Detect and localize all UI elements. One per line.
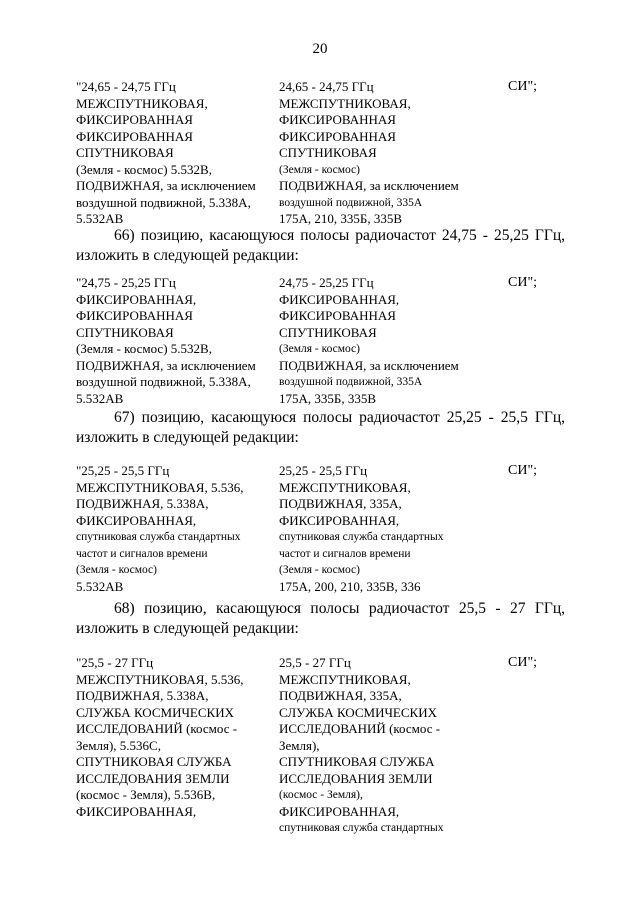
band-column-national	[279, 655, 443, 837]
band-column-national	[279, 79, 459, 228]
band-text-line: (Земля - космос)	[279, 343, 360, 355]
band-text-line: ФИКСИРОВАННАЯ,	[76, 291, 197, 307]
band-text-line: 175А, 200, 210, 335В, 336	[279, 578, 421, 594]
band-text-line: 24,75 - 25,25 ГГц	[279, 275, 374, 290]
band-text-line: МЕЖСПУТНИКОВАЯ,	[279, 479, 411, 495]
band-text-line: МЕЖСПУТНИКОВАЯ, 5.536,	[76, 479, 244, 495]
band-column-user: СИ";	[508, 655, 538, 670]
band-text-line: ИССЛЕДОВАНИЙ (космос -	[279, 721, 441, 736]
paragraph-line: 67) позицию, касающуюся полосы радиочастот 25,25 - 25,5 ГГц,	[114, 409, 565, 426]
band-column-international	[76, 463, 243, 595]
paragraph-line: изложить в следующей редакции:	[76, 247, 299, 264]
band-column-user: СИ";	[508, 79, 538, 94]
band-text-line: СПУТНИКОВАЯ	[279, 145, 377, 160]
band-text-line: СПУТНИКОВАЯ	[279, 324, 377, 340]
band-text-line: ПОДВИЖНАЯ, за исключением	[279, 357, 459, 373]
band-text-line: спутниковая служба стандартных	[279, 822, 444, 834]
band-entry-24-65	[76, 79, 566, 229]
band-text-line: Земля), 5.536С,	[76, 737, 161, 753]
amendment-paragraph-66	[76, 226, 565, 266]
band-text-line: (Земля - космос) 5.532В,	[76, 341, 212, 356]
paragraph-line: 66) позицию, касающуюся полосы радиочастот 24,75 - 25,25 ГГц,	[114, 227, 565, 244]
band-text-line: (Земля - космос) 5.532B,	[76, 161, 212, 177]
band-text-line: ПОДВИЖНАЯ, за исключением	[279, 178, 459, 193]
band-text-line: воздушной подвижной, 335А	[279, 376, 423, 388]
band-column-national	[279, 275, 459, 407]
band-text-line: ПОДВИЖНАЯ, 335А,	[279, 688, 402, 703]
band-text-line: МЕЖСПУТНИКОВАЯ,	[279, 671, 411, 687]
band-text-line: частот и сигналов времени	[279, 547, 411, 560]
paragraph-line: изложить в следующей редакции:	[76, 620, 299, 637]
band-column-national	[279, 463, 443, 595]
band-entry-25-25	[76, 463, 566, 597]
band-text-line: спутниковая служба стандартных	[76, 531, 241, 543]
band-text-line: 5.532АВ	[76, 578, 124, 594]
band-text-line: ФИКСИРОВАННАЯ,	[279, 803, 400, 819]
band-text-line: "24,65 - 24,75 ГГц	[76, 79, 176, 94]
band-text-line: "25,5 - 27 ГГц	[76, 655, 154, 670]
amendment-paragraph-68	[76, 599, 565, 639]
amendment-paragraph-67	[76, 408, 565, 448]
band-text-line: ФИКСИРОВАННАЯ	[76, 308, 193, 323]
band-text-line: ИССЛЕДОВАНИЯ ЗЕМЛИ	[76, 770, 230, 786]
band-column-international	[76, 275, 256, 407]
band-text-line: 25,5 - 27 ГГц	[279, 655, 351, 670]
band-text-line: "25,25 - 25,5 ГГц	[76, 463, 170, 478]
band-text-line: ФИКСИРОВАННАЯ,	[279, 512, 400, 528]
band-text-line: (космос - Земля),	[279, 789, 363, 801]
band-text-line: ПОДВИЖНАЯ, за исключением	[76, 178, 256, 193]
band-text-line: ФИКСИРОВАННАЯ	[279, 308, 396, 323]
band-text-line: спутниковая служба стандартных	[279, 531, 444, 543]
band-text-line: воздушной подвижной, 335А	[279, 196, 423, 209]
band-text-line: СПУТНИКОВАЯ	[76, 324, 174, 340]
band-text-line: 175А, 210, 335Б, 335В	[279, 211, 403, 226]
band-column-user: СИ";	[508, 275, 538, 290]
band-text-line: 25,25 - 25,5 ГГц	[279, 463, 368, 478]
band-text-line: ФИКСИРОВАННАЯ	[76, 112, 193, 127]
band-text-line: ФИКСИРОВАННАЯ	[279, 128, 396, 144]
band-text-line: воздушной подвижной, 5.338А,	[76, 194, 251, 210]
band-text-line: СПУТНИКОВАЯ СЛУЖБА	[76, 754, 232, 769]
band-text-line: ФИКСИРОВАННАЯ	[279, 112, 396, 127]
band-entry-24-75	[76, 275, 566, 409]
paragraph-line: 68) позицию, касающуюся полосы радиочастот 25,5 - 27 ГГц,	[114, 600, 565, 617]
band-text-line: МЕЖСПУТНИКОВАЯ,	[279, 95, 411, 111]
band-text-line: "24,75 - 25,25 ГГц	[76, 275, 176, 290]
band-text-line: МЕЖСПУТНИКОВАЯ,	[76, 95, 208, 111]
band-text-line: ИССЛЕДОВАНИЙ (космос -	[76, 721, 238, 736]
band-text-line: 5.532АВ	[76, 390, 124, 406]
band-text-line: СЛУЖБА КОСМИЧЕСКИХ	[279, 704, 437, 720]
band-text-line: ПОДВИЖНАЯ, за исключением	[76, 357, 256, 373]
band-text-line: частот и сигналов времени	[76, 547, 208, 560]
band-text-line: ФИКСИРОВАННАЯ,	[76, 803, 197, 819]
band-text-line: СПУТНИКОВАЯ СЛУЖБА	[279, 754, 435, 769]
band-text-line: Земля),	[279, 737, 320, 753]
band-text-line: ФИКСИРОВАННАЯ,	[279, 291, 400, 307]
band-text-line: (Земля - космос)	[279, 163, 360, 176]
band-text-line: СЛУЖБА КОСМИЧЕСКИХ	[76, 704, 234, 720]
band-text-line: ФИКСИРОВАННАЯ	[76, 128, 193, 144]
band-text-line: 175А, 335Б, 335В	[279, 390, 377, 406]
band-text-line: (космос - Земля), 5.536В,	[76, 787, 216, 802]
page-number: 20	[312, 41, 328, 57]
band-column-international	[76, 79, 256, 228]
band-entry-25-5	[76, 655, 566, 839]
band-column-international	[76, 655, 243, 820]
band-text-line: ПОДВИЖНАЯ, 5.338А,	[76, 688, 209, 703]
band-text-line: МЕЖСПУТНИКОВАЯ, 5.536,	[76, 671, 244, 687]
band-text-line: (Земля - космос)	[279, 564, 360, 576]
band-text-line: 24,65 - 24,75 ГГц	[279, 79, 374, 94]
band-column-user: СИ";	[508, 463, 538, 478]
band-text-line: ИССЛЕДОВАНИЯ ЗЕМЛИ	[279, 770, 433, 786]
band-text-line: 5.532АВ	[76, 211, 124, 226]
paragraph-line: изложить в следующей редакции:	[76, 429, 299, 446]
band-text-line: ПОДВИЖНАЯ, 5.338А,	[76, 496, 209, 511]
band-text-line: (Земля - космос)	[76, 564, 157, 576]
band-text-line: воздушной подвижной, 5.338А,	[76, 374, 251, 389]
band-text-line: ПОДВИЖНАЯ, 335А,	[279, 496, 402, 511]
band-text-line: СПУТНИКОВАЯ	[76, 145, 174, 160]
band-text-line: ФИКСИРОВАННАЯ,	[76, 512, 197, 528]
